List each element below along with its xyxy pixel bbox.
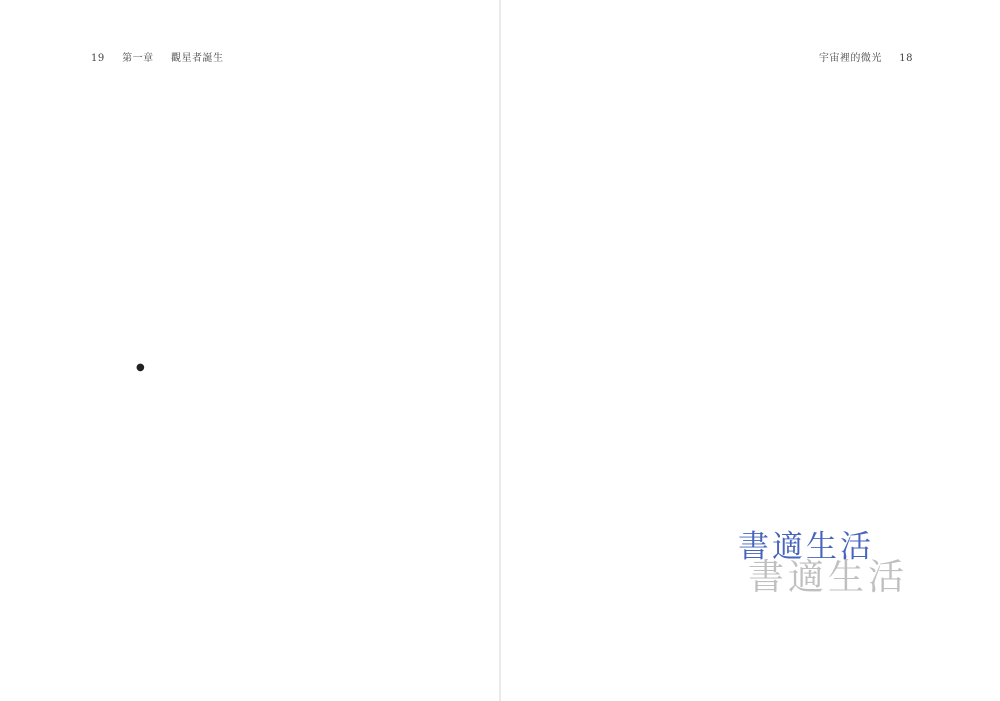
book-title: 宇宙裡的微光 — [818, 53, 882, 64]
left-running-head — [91, 54, 223, 64]
watermark-text: 書適生活 — [738, 529, 874, 565]
right-page-number: 18 — [899, 53, 913, 64]
chapter-title: 觀星者誕生 — [170, 53, 224, 64]
right-running-head — [819, 54, 913, 64]
left-page — [0, 0, 499, 701]
left-body-text — [92, 93, 412, 628]
right-body-text — [586, 93, 916, 628]
left-page-number: 19 — [91, 53, 105, 64]
right-page — [501, 0, 1000, 701]
chapter-label: 第一章 — [122, 53, 154, 64]
section-break-dot: ● — [136, 362, 145, 373]
watermark-shadow-text: 書適生活 — [748, 557, 909, 598]
